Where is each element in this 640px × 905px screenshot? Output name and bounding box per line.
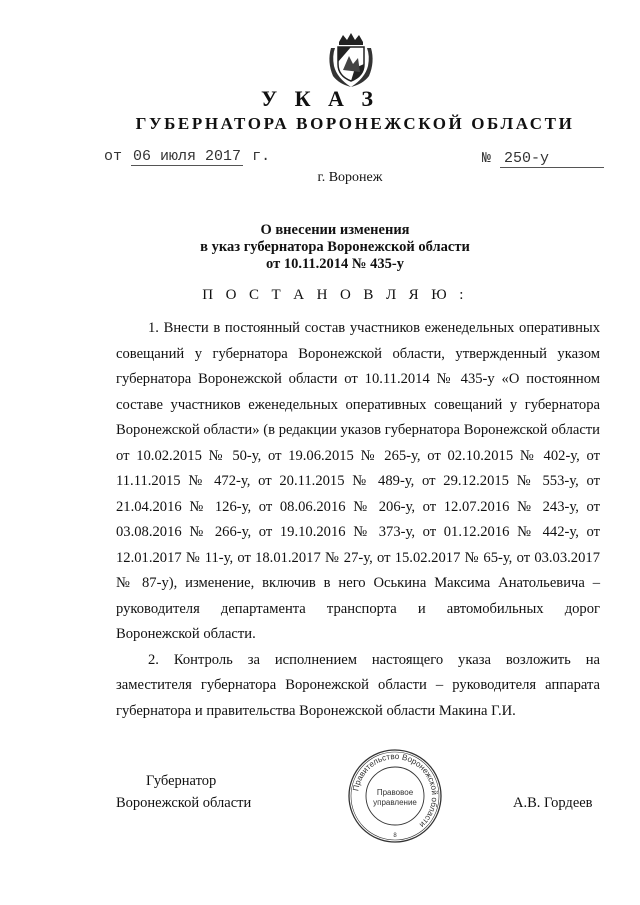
official-stamp: [347, 748, 443, 844]
position-line-2: Воронежской области: [116, 795, 252, 811]
date-prefix: от: [104, 148, 123, 165]
city-name: г. Воронеж: [317, 170, 383, 185]
document-title: У К А З: [260, 86, 380, 111]
document-number: [482, 150, 604, 168]
document-body: [116, 316, 600, 724]
stamp-center-line-1: Правовое: [376, 788, 414, 797]
coat-of-arms-icon: [325, 32, 377, 90]
issuer-title: ГУБЕРНАТОРА ВОРОНЕЖСКОЙ ОБЛАСТИ: [135, 114, 575, 133]
document-date: [104, 148, 270, 165]
stamp-mark: 8: [393, 833, 397, 839]
signatory-position: [116, 770, 251, 814]
document-subject: [0, 222, 640, 273]
subject-line-2: в указ губернатора Воронежской области: [200, 239, 470, 255]
signatory-name: А.В. Гордеев: [513, 795, 593, 811]
decree-word: П О С Т А Н О В Л Я Ю :: [202, 287, 468, 303]
number-value: 250-у: [500, 150, 604, 168]
date-suffix: г.: [252, 148, 271, 165]
stamp-center-line-2: управление: [373, 798, 417, 807]
stamp-ring-text: Правительство Воронежской области: [351, 751, 440, 830]
paragraph-2: 2. Контроль за исполнением настоящего указа возложить на заместителя губернатора Воронежской области – руководителя аппарата губернатора и правительства Воронежской области Макина Г.И.: [116, 651, 600, 719]
subject-line-3: от 10.11.2014 № 435-у: [266, 256, 404, 272]
date-value: 06 июля 2017: [133, 148, 242, 165]
paragraph-1: 1. Внести в постоянный состав участников еженедельных оперативных совещаний у губернатора Воронежской области, утвержденный указом губернатора Воронежской области от 10.11.2014 № 435-у «О постоянном составе участников еженедельных оперативных совещаний у губернатора Воронежской области» (в редакции указов губернатора Воронежской области от 10.02.2015 № 50-у, от 19.06.2015 № 265-у, от 02.10.2015 № 402-у, от 11.11.2015 № 472-у, от 20.11.2015 № 489-у, от 29.12.2015 № 553-у, от 21.04.2016 № 126-у, от 08.06.2016 № 206-у, от 12.07.2016 № 243-у, от 03.08.2016 № 266-у, от 19.10.2016 № 373-у, от 01.12.2016 № 442-у, от 12.01.2017 № 11-у, от 18.01.2017 № 27-у, от 15.02.2017 № 65-у, от 03.03.2017 № 87-у), изменение, включив в него Оськина Максима Анатольевича – руководителя департамента транспорта и автомобильных дорог Воронежской области.: [116, 320, 600, 642]
position-line-1: Губернатор: [146, 773, 217, 789]
subject-line-1: О внесении изменения: [260, 222, 410, 238]
number-prefix: №: [482, 150, 492, 167]
